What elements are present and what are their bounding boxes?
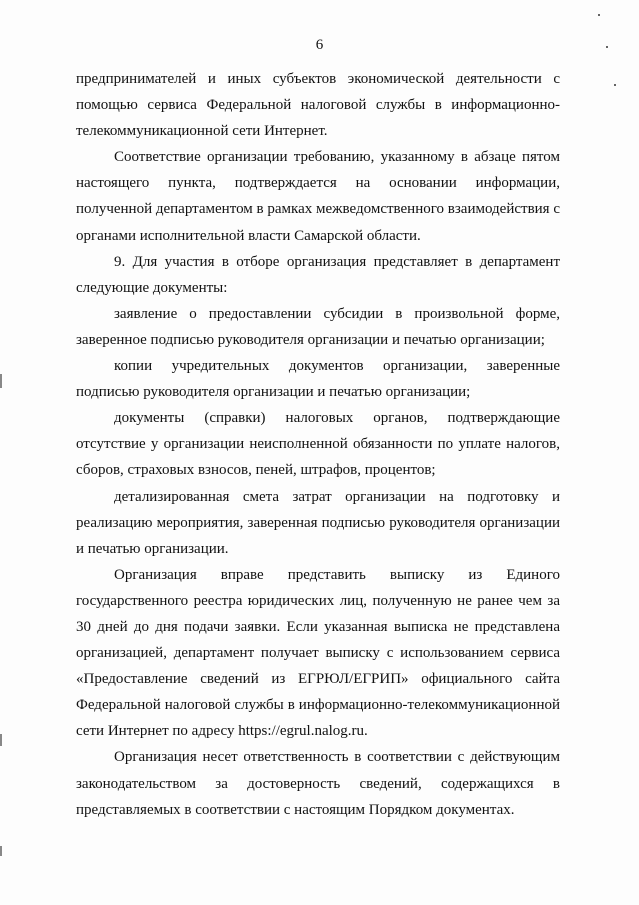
page-number: 6 bbox=[315, 37, 324, 53]
paragraph-item-9: 9. Для участия в отборе организация представляет в департамент следующие документы: bbox=[76, 253, 560, 296]
paragraph-responsibility: Организация несет ответственность в соответствии с действующим законодательством за достоверность сведений, содержащихся в представляемых в соответствии с настоящим Порядком документах. bbox=[76, 749, 560, 818]
scan-edge-mark bbox=[0, 846, 2, 856]
paragraph-compliance: Соответствие организации требованию, указанному в абзаце пятом настоящего пункта, подтверждается на основании информации, полученной департаментом в рамках межведомственного взаимодействия с органами исполнительной власти Самарской области. bbox=[76, 149, 560, 244]
document-body bbox=[76, 66, 560, 823]
scan-edge-mark bbox=[0, 734, 2, 746]
scan-speck bbox=[606, 46, 608, 48]
scan-edge-mark bbox=[0, 374, 2, 388]
paragraph-cost-estimate: детализированная смета затрат организации на подготовку и реализацию мероприятия, заверенная подписью руководителя организации и печатью организации. bbox=[76, 488, 560, 557]
paragraph-continuation: предпринимателей и иных субъектов экономической деятельности с помощью сервиса Федеральной налоговой службы в информационно-телекоммуникационной сети Интернет. bbox=[76, 71, 560, 140]
paragraph-registry-extract: Организация вправе представить выписку из Единого государственного реестра юридических лиц, полученную не ранее чем за 30 дней до дня подачи заявки. Если указанная выписка не представлена организацией, департамент получает выписку с использованием сервиса «Предоставление сведений из ЕГРЮЛ/ЕГРИП» официального сайта Федеральной налоговой службы в информационно-телекоммуникационной сети Интернет по адресу https://egrul.nalog.ru. bbox=[76, 566, 560, 740]
scan-speck bbox=[614, 84, 616, 86]
scan-speck bbox=[598, 14, 600, 16]
paragraph-application: заявление о предоставлении субсидии в произвольной форме, заверенное подписью руководителя организации и печатью организации; bbox=[76, 305, 560, 348]
paragraph-tax-certificates: документы (справки) налоговых органов, подтверждающие отсутствие у организации неисполненной обязанности по уплате налогов, сборов, страховых взносов, пеней, штрафов, процентов; bbox=[76, 410, 560, 479]
paragraph-founding-docs: копии учредительных документов организации, заверенные подписью руководителя организации и печатью организации; bbox=[76, 358, 560, 401]
